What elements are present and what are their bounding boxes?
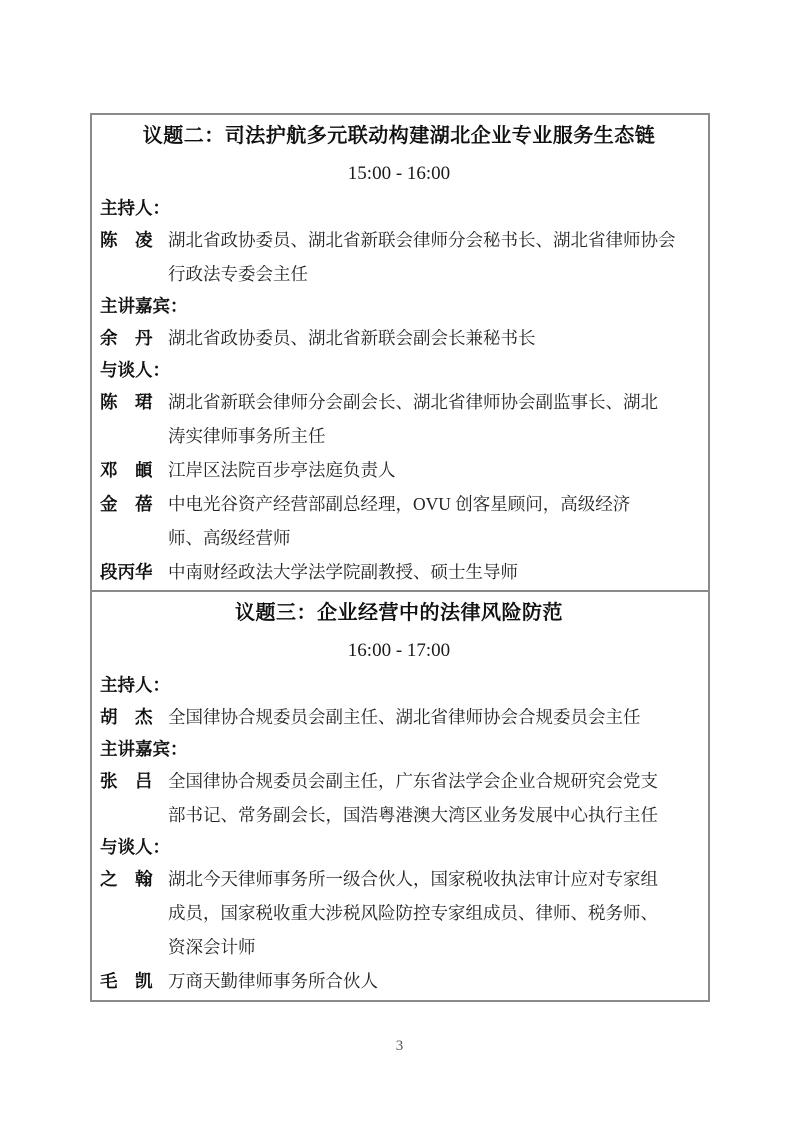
- description-line: 师、高级经营师: [168, 528, 291, 548]
- description-line: 成员，国家税收重大涉税风险防控专家组成员、律师、税务师、: [168, 903, 658, 923]
- person-description: [168, 385, 698, 453]
- person-row: [100, 385, 698, 453]
- description-line: 行政法专委会主任: [168, 264, 308, 284]
- person-name: 陈 珺: [100, 392, 153, 412]
- role-label: 与谈人：: [100, 837, 170, 857]
- person-row: [100, 555, 698, 589]
- person-description: [168, 700, 698, 734]
- description-line: 部书记、常务副会长，国浩粤港澳大湾区业务发展中心执行主任: [168, 805, 658, 825]
- person-description: [168, 555, 698, 589]
- person-description: [168, 964, 698, 998]
- person-name: 毛 凯: [100, 971, 153, 991]
- person-row: [100, 862, 698, 964]
- person-description: [168, 862, 698, 964]
- person-description: [168, 321, 698, 355]
- person-row: [100, 487, 698, 555]
- person-row: [100, 223, 698, 291]
- description-line: 万商天勤律师事务所合伙人: [168, 971, 378, 991]
- person-row: [100, 321, 698, 355]
- person-description: [168, 764, 698, 832]
- role-label: 主持人：: [100, 675, 170, 695]
- person-name: 陈 凌: [100, 230, 153, 250]
- person-row: [100, 700, 698, 734]
- person-name: 金 蓓: [100, 494, 153, 514]
- role-label: 主持人：: [100, 198, 170, 218]
- description-line: 湖北省新联会律师分会副会长、湖北省律师协会副监事长、湖北: [168, 392, 658, 412]
- session-time: 16:00 - 17:00: [347, 640, 451, 661]
- session-title: 议题三：企业经营中的法律风险防范: [235, 602, 563, 624]
- person-name: 张 吕: [100, 771, 153, 791]
- description-line: 湖北今天律师事务所一级合伙人，国家税收执法审计应对专家组: [168, 869, 658, 889]
- person-row: [100, 964, 698, 998]
- page-number: 3: [395, 1038, 404, 1054]
- person-name: 段丙华: [100, 562, 153, 582]
- role-label: 主讲嘉宾：: [100, 739, 188, 759]
- description-line: 涛实律师事务所主任: [168, 426, 326, 446]
- person-name: 胡 杰: [100, 707, 153, 727]
- person-name: 余 丹: [100, 328, 153, 348]
- session-section: [92, 115, 708, 590]
- person-name: 邓 頔: [100, 460, 153, 480]
- person-description: [168, 453, 698, 487]
- description-line: 资深会计师: [168, 937, 256, 957]
- description-line: 江岸区法院百步亭法庭负责人: [168, 460, 396, 480]
- session-title: 议题二：司法护航多元联动构建湖北企业专业服务生态链: [142, 125, 656, 147]
- person-description: [168, 223, 698, 291]
- description-line: 湖北省政协委员、湖北省新联会副会长兼秘书长: [168, 328, 536, 348]
- person-description: [168, 487, 698, 555]
- role-label: 与谈人：: [100, 360, 170, 380]
- description-line: 中电光谷资产经营部副总经理，OVU 创客星顾问，高级经济: [168, 494, 631, 514]
- session-section: [92, 590, 708, 1000]
- session-time: 15:00 - 16:00: [347, 163, 451, 184]
- person-name: 之 翰: [100, 869, 153, 889]
- description-line: 湖北省政协委员、湖北省新联会律师分会秘书长、湖北省律师协会: [168, 230, 676, 250]
- description-line: 全国律协合规委员会副主任、湖北省律师协会合规委员会主任: [168, 707, 641, 727]
- description-line: 中南财经政法大学法学院副教授、硕士生导师: [168, 562, 518, 582]
- person-row: [100, 764, 698, 832]
- description-line: 全国律协合规委员会副主任，广东省法学会企业合规研究会党支: [168, 771, 658, 791]
- agenda-table: [90, 113, 710, 1002]
- person-row: [100, 453, 698, 487]
- role-label: 主讲嘉宾：: [100, 296, 188, 316]
